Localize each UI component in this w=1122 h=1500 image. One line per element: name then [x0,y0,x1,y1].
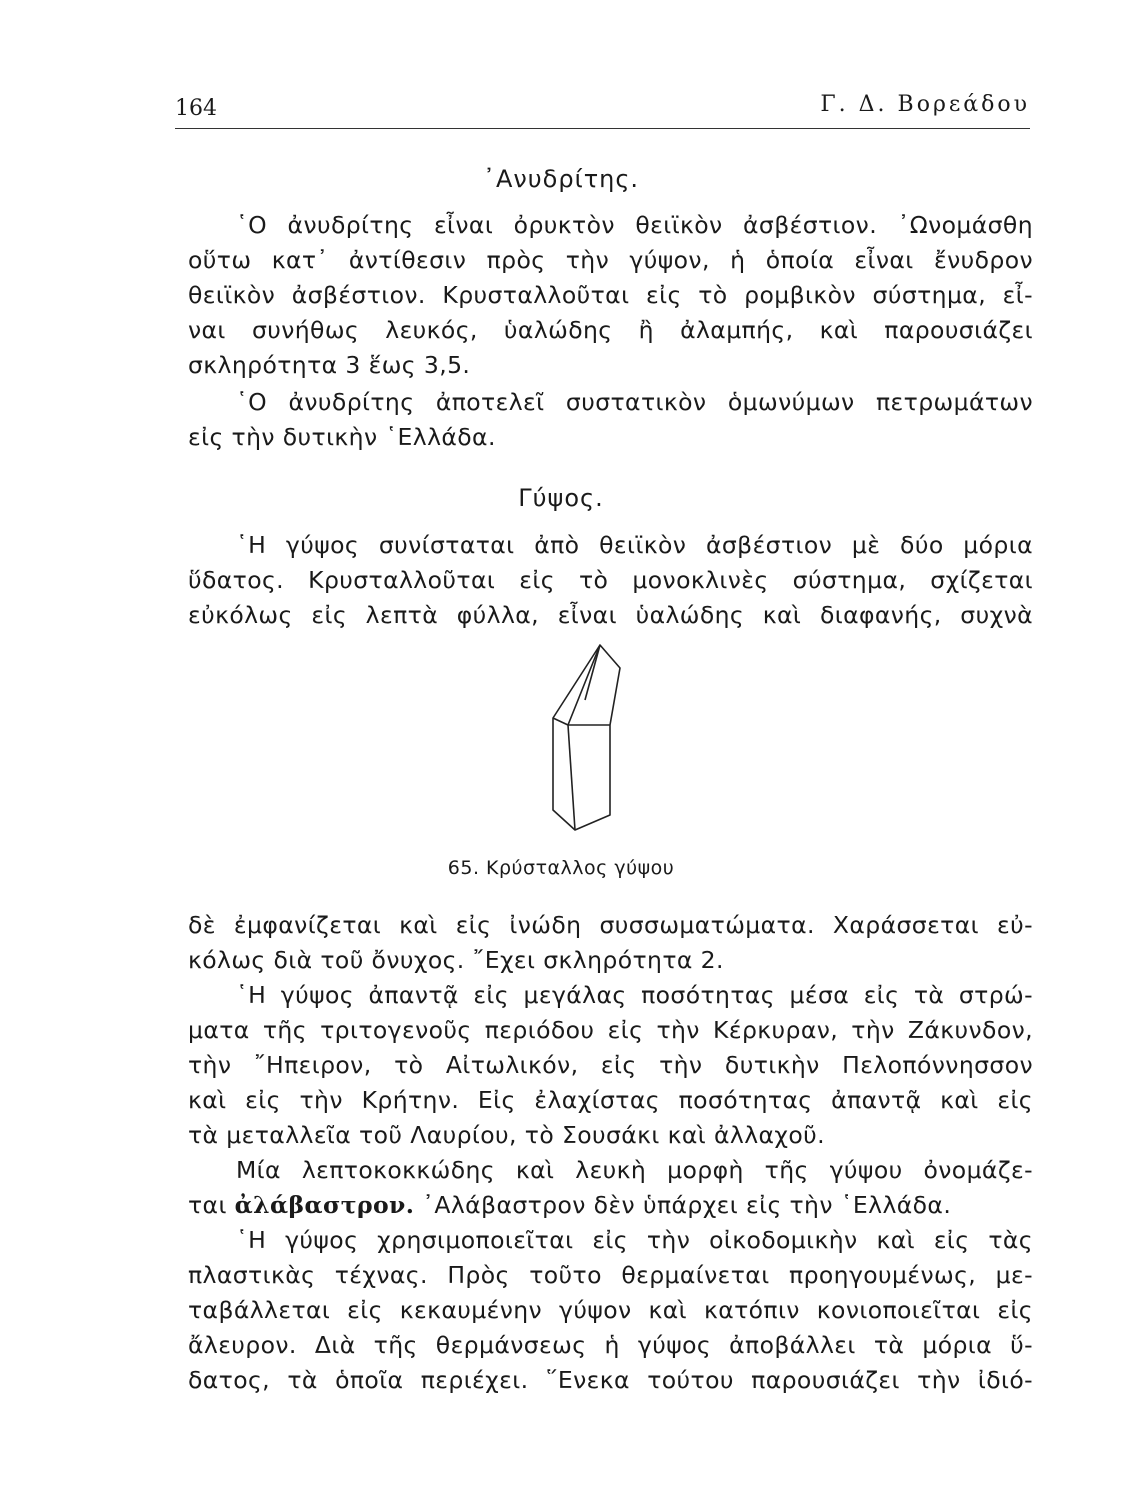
crystal-outline [553,645,620,830]
text-line: εἰς τὴν δυτικὴν ῾Ελλάδα. [188,423,496,451]
anhydrite-paragraph-2 [188,385,1033,455]
text-fragment: ᾿Αλάβαστρον δὲν ὑπάρχει εἰς τὴν ῾Ελλάδα. [422,1191,952,1219]
text-line: τὰ μεταλλεῖα τοῦ Λαυρίου, τὸ Σουσάκι καὶ ἀλλαχοῦ. [188,1121,826,1149]
crystal-edge [568,645,600,725]
text-line: Μία λεπτοκοκκώδης καὶ λευκὴ μορφὴ τῆς γύψου ὀνομάζε- [236,1156,1033,1184]
text-line: ῾Η γύψος χρησιμοποιεῖται εἰς τὴν οἰκοδομικὴν καὶ εἰς τὰς [236,1226,1033,1254]
anhydrite-paragraph-1 [188,208,1033,383]
text-line: ματα τῆς τριτογενοῦς περιόδου εἰς τὴν Κέρκυραν, τὴν Ζάκυνδον, [188,1016,1033,1044]
text-line: πλαστικὰς τέχνας. Πρὸς τοῦτο θερμαίνεται προηγουμένως, με- [188,1261,1033,1289]
text-line: δατος, τὰ ὁποῖα περιέχει. ῞Ενεκα τούτου παρουσιάζει τὴν ἰδιό- [188,1366,1033,1394]
section-title-anhydrite: ᾿Ανυδρίτης. [482,165,640,193]
text-line: ναι συνήθως λευκός, ὑαλώδης ἢ ἀλαμπής, καὶ παρουσιάζει [188,316,1033,344]
text-line: ῾Ο ἀνυδρίτης ἀποτελεῖ συστατικὸν ὁμωνύμων πετρωμάτων [236,388,1033,416]
running-head-author: Γ. Δ. Βορεάδου [820,92,1030,117]
text-line [188,1188,1033,1223]
page-header [175,88,1030,129]
gypsum-crystal-figure [540,640,660,840]
text-line: τὴν ῎Ηπειρον, τὸ Αἰτωλικόν, εἰς τὴν δυτικὴν Πελοπόννησσον [188,1051,1033,1079]
text-line: ταβάλλεται εἰς κεκαυμένην γύψον καὶ κατόπιν κονιοποιεῖται εἰς [188,1296,1033,1324]
text-line: καὶ εἰς τὴν Κρήτην. Εἰς ἐλαχίστας ποσότητας ἀπαντᾷ καὶ εἰς [188,1086,1033,1114]
text-fragment: ται [188,1191,227,1219]
text-line: ῾Ο ἀνυδρίτης εἶναι ὀρυκτὸν θειϊκὸν ἀσβέστιον. ᾿Ωνομάσθη [236,211,1033,239]
gypsum-paragraph-3 [188,978,1033,1153]
gypsum-paragraph-2 [188,908,1033,978]
text-line: ῾Η γύψος συνίσταται ἀπὸ θειϊκὸν ἀσβέστιον μὲ δύο μόρια [236,531,1033,559]
bold-term-alabaster: ἀλάβαστρον. [234,1191,415,1219]
text-line: ὕδατος. Κρυσταλλοῦται εἰς τὸ μονοκλινὲς σύστημα, σχίζεται [188,566,1033,594]
text-line: ἄλευρον. Διὰ τῆς θερμάνσεως ἡ γύψος ἀποβάλλει τὰ μόρια ὕ- [188,1331,1033,1359]
crystal-edge [585,645,600,700]
gypsum-paragraph-4 [188,1153,1033,1223]
crystal-edge [568,725,575,830]
page-number: 164 [175,96,217,121]
gypsum-paragraph-1 [188,528,1033,633]
text-line: ῾Η γύψος ἀπαντᾷ εἰς μεγάλας ποσότητας μέσα εἰς τὰ στρώ- [236,981,1033,1009]
text-line: θειϊκὸν ἀσβέστιον. Κρυσταλλοῦται εἰς τὸ ρομβικὸν σύστημα, εἶ- [188,281,1033,309]
text-line: δὲ ἐμφανίζεται καὶ εἰς ἰνώδη συσσωματώματα. Χαράσσεται εὐ- [188,911,1033,939]
text-line: σκληρότητα 3 ἕως 3,5. [188,351,471,379]
section-title-gypsum: Γύψος. [518,484,604,512]
text-line: οὕτω κατ᾿ ἀντίθεσιν πρὸς τὴν γύψον, ἡ ὁποία εἶναι ἔνυδρον [188,246,1033,274]
figure-caption: 65. Κρύσταλλος γύψου [447,857,675,879]
text-line: εὐκόλως εἰς λεπτὰ φύλλα, εἶναι ὑαλώδης καὶ διαφανής, συχνὰ [188,601,1033,629]
text-line: κόλως διὰ τοῦ ὄνυχος. ῎Εχει σκληρότητα 2. [188,946,724,974]
gypsum-paragraph-5 [188,1223,1033,1398]
crystal-edge [553,718,568,725]
